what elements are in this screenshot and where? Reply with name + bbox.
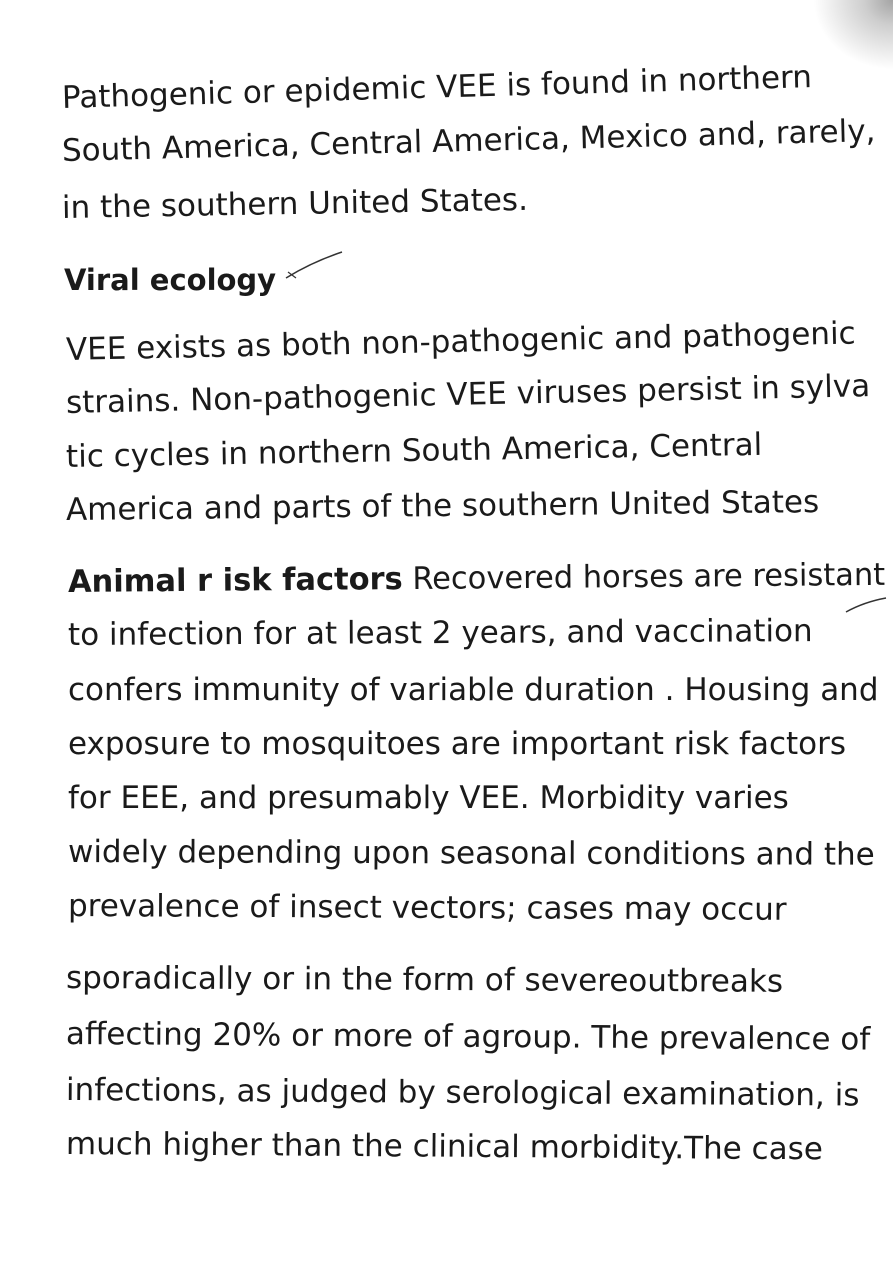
section-heading-viral-ecology: Viral ecology bbox=[64, 263, 277, 297]
text-line: South America, Central America, Mexico and, rarely, bbox=[61, 113, 876, 169]
text-line: infections, as judged by serological examination, is bbox=[65, 1072, 860, 1114]
text-line: for EEE, and presumably VEE. Morbidity varies bbox=[68, 780, 789, 816]
text-line: tic cycles in northern South America, Central bbox=[65, 426, 763, 475]
text-line: to infection for at least 2 years, and vaccination bbox=[67, 613, 813, 653]
text-line: confers immunity of variable duration . Housing and bbox=[68, 672, 879, 708]
pen-tick-mark bbox=[282, 248, 346, 284]
text-line: prevalence of insect vectors; cases may occur bbox=[67, 888, 787, 928]
text-line: sporadically or in the form of severeoutbreaks bbox=[65, 960, 784, 1000]
text-run: Recovered horses are resistant bbox=[402, 556, 886, 598]
text-line: Pathogenic or epidemic VEE is found in northern bbox=[61, 59, 813, 116]
scan-corner-shadow bbox=[813, 0, 893, 70]
text-line: America and parts of the southern United States bbox=[65, 484, 820, 528]
text-line: exposure to mosquitoes are important risk factors bbox=[68, 726, 847, 762]
text-line: affecting 20% or more of agroup. The prevalence of bbox=[65, 1016, 871, 1058]
text-line: strains. Non-pathogenic VEE viruses persist in sylva bbox=[65, 368, 871, 421]
pen-stroke-mark bbox=[844, 594, 888, 616]
text-line: VEE exists as both non-pathogenic and pathogenic bbox=[65, 315, 857, 368]
section-heading-animal-risk-factors: Animal r isk factors bbox=[67, 561, 403, 600]
text-line: much higher than the clinical morbidity.The case bbox=[65, 1126, 824, 1168]
text-line: in the southern United States. bbox=[61, 181, 529, 226]
text-line bbox=[68, 555, 885, 602]
text-line: widely depending upon seasonal conditions and the bbox=[67, 834, 875, 873]
